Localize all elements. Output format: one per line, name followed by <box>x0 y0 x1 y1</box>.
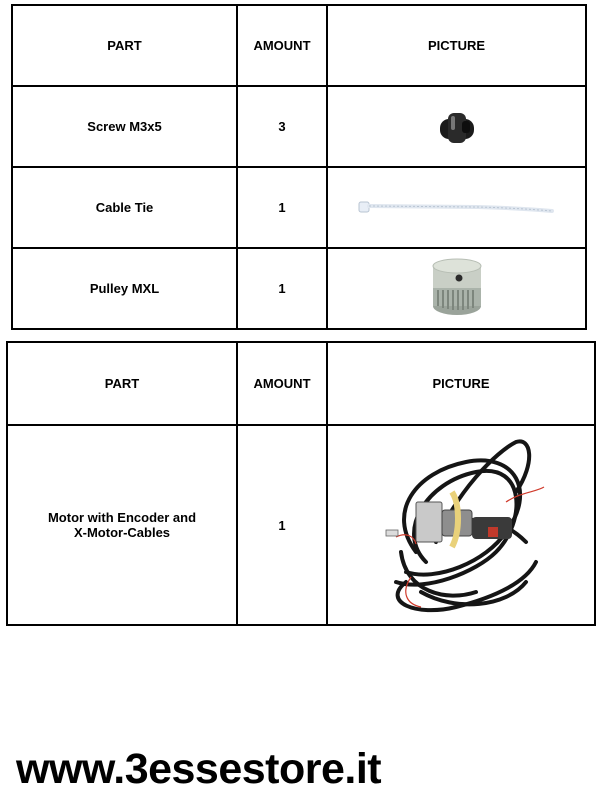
motor-cables-icon <box>376 432 546 618</box>
part-amount: 1 <box>237 167 327 248</box>
part-name-line2: X-Motor-Cables <box>73 525 171 540</box>
part-name <box>7 425 237 625</box>
part-name-line1: Motor with Encoder and <box>47 510 197 525</box>
screw-icon <box>432 107 482 147</box>
header-amount: AMOUNT <box>237 342 327 425</box>
parts-table-1 <box>11 4 587 330</box>
table-header-row <box>7 342 595 425</box>
part-amount: 3 <box>237 86 327 167</box>
header-picture: PICTURE <box>327 5 586 86</box>
part-picture <box>327 167 586 248</box>
header-part: PART <box>7 342 237 425</box>
part-picture <box>327 248 586 329</box>
part-name: Pulley MXL <box>12 248 237 329</box>
part-name: Cable Tie <box>12 167 237 248</box>
table-row <box>7 425 595 625</box>
table-row <box>12 86 586 167</box>
cable-tie-icon <box>357 198 557 218</box>
table-row <box>12 248 586 329</box>
parts-table-2 <box>6 341 596 626</box>
website-url: www.3essestore.it <box>16 745 382 793</box>
part-picture <box>327 425 595 625</box>
part-amount: 1 <box>237 425 327 625</box>
part-name: Screw M3x5 <box>12 86 237 167</box>
table-row <box>12 167 586 248</box>
pulley-icon <box>429 258 485 320</box>
header-picture: PICTURE <box>327 342 595 425</box>
header-amount: AMOUNT <box>237 5 327 86</box>
header-part: PART <box>12 5 237 86</box>
table-header-row <box>12 5 586 86</box>
part-amount: 1 <box>237 248 327 329</box>
part-picture <box>327 86 586 167</box>
